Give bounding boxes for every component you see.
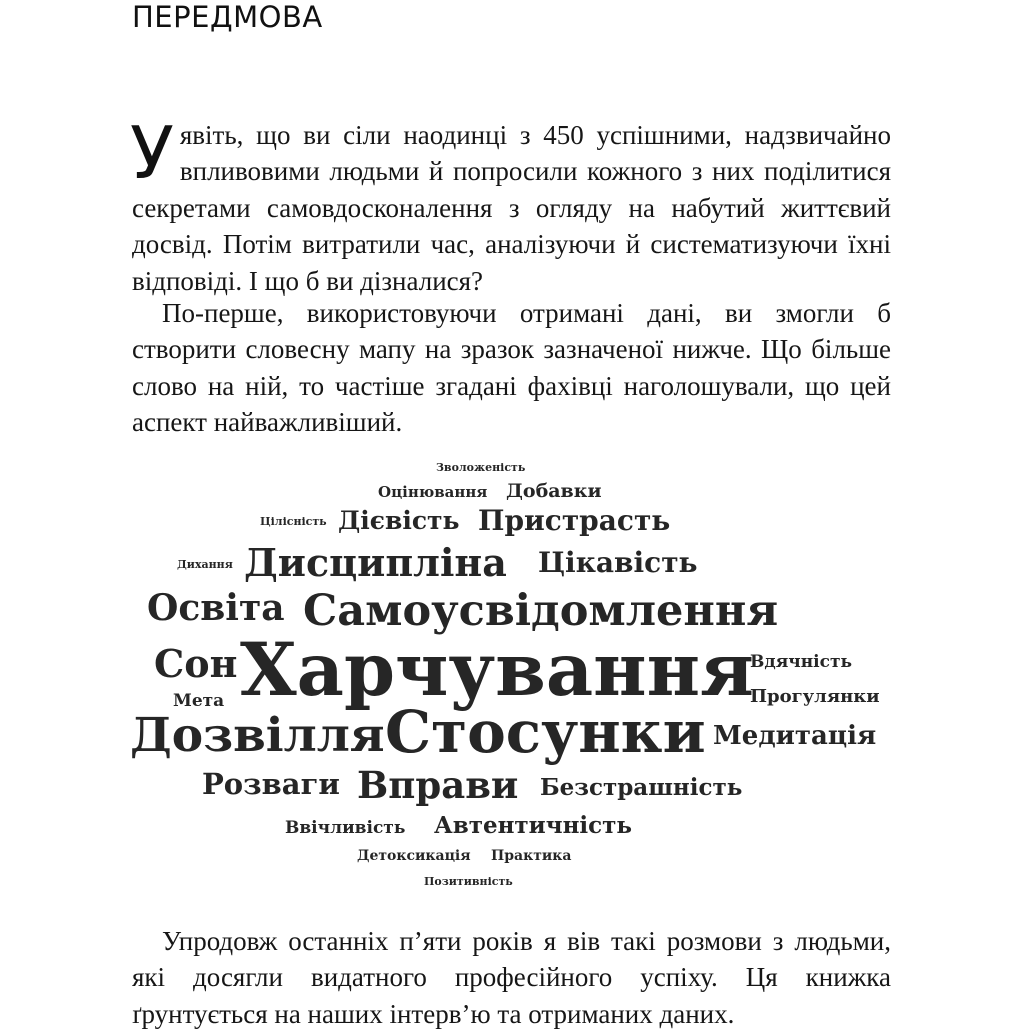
cloud-word: Дисципліна (244, 540, 507, 585)
cloud-word: Сон (154, 641, 238, 686)
intro-text: явіть, що ви сіли наодинці з 450 успішними, надзвичайно впливовими людьми й попросили кожного з них поділитися секретами самовдосконалення з огляду на набутий життєвий досвід. Потім витратили час, аналізуючи й систематизуючи їхні відповіді. І що б ви дізналися? (132, 120, 891, 296)
word-map-paragraph: По-перше, використовуючи отримані дані, ви змогли б створити словесну мапу на зразок зазначеної нижче. Що більше слово на ній, то частіше згадані фахівці наголошували, що цей аспект найважливіший. (132, 298, 891, 438)
cloud-word: Цілісність (260, 515, 327, 528)
cloud-word: Медитація (713, 721, 877, 751)
cloud-word: Зволоженість (436, 461, 526, 474)
drop-cap: У (130, 111, 174, 195)
cloud-word: Практика (491, 848, 572, 864)
cloud-word: Цікавість (538, 546, 698, 579)
cloud-word: Самоусвідомлення (303, 586, 779, 636)
cloud-word: Прогулянки (750, 686, 880, 707)
cloud-word: Пристрасть (478, 504, 671, 537)
cloud-word: Добавки (506, 480, 602, 502)
cloud-word: Детоксикація (357, 848, 471, 864)
cloud-word: Позитивність (424, 875, 513, 888)
page-header: ПЕРЕДМОВА (132, 0, 323, 34)
cloud-word: Освіта (147, 587, 285, 629)
cloud-word: Дієвість (338, 506, 460, 535)
cloud-word: Харчування (240, 627, 754, 713)
intro-paragraph (130, 111, 891, 299)
cloud-word: Стосунки (385, 698, 706, 766)
cloud-word: Дихання (177, 558, 233, 571)
cloud-word: Безстрашність (540, 774, 743, 801)
cloud-word: Вправи (357, 763, 519, 807)
cloud-word: Ввічливість (285, 818, 406, 838)
cloud-word: Розваги (202, 767, 340, 801)
cloud-word: Дозвілля (130, 708, 385, 763)
cloud-word: Автентичність (434, 812, 633, 839)
cloud-word: Мета (173, 691, 225, 711)
cloud-word: Оцінювання (378, 483, 488, 501)
closing-paragraph: Упродовж останніх п’яти років я вів такі розмови з людьми, які досягли видатного професійного успіху. Ця книжка ґрунтується на наших інтерв’ю та отриманих даних. (132, 926, 891, 1029)
cloud-word: Вдячність (750, 652, 853, 672)
